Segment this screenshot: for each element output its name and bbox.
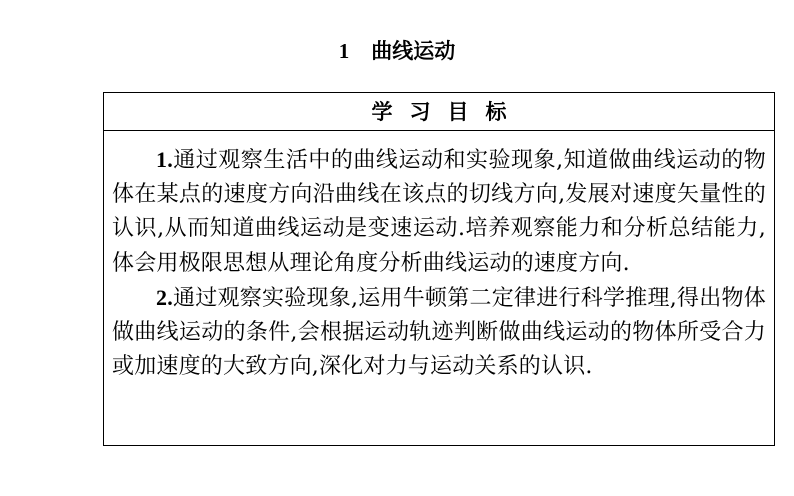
section-title-text: 曲线运动 — [371, 38, 456, 63]
page-title — [0, 36, 794, 66]
objectives-header: 学习目标 — [104, 93, 774, 131]
objective-number: 2. — [156, 284, 173, 310]
objective-item-1 — [112, 143, 766, 281]
objective-text: 通过观察生活中的曲线运动和实验现象,知道做曲线运动的物体在某点的速度方向沿曲线在该点的切线方向,发展对速度矢量性的认识,从而知道曲线运动是变速运动.培养观察能力和分析总结能力,体会用极限思想从理论角度分析曲线运动的速度方向. — [112, 148, 766, 276]
objective-number: 1. — [156, 147, 173, 172]
objective-text: 通过观察实验现象,运用牛顿第二定律进行科学推理,得出物体做曲线运动的条件,会根据运动轨迹判断做曲线运动的物体所受合力或加速度的大致方向,深化对力与运动关系的认识. — [112, 285, 766, 380]
objective-item-2 — [112, 281, 766, 385]
section-number: 1 — [338, 39, 350, 63]
objectives-body — [104, 131, 774, 384]
learning-objectives-box — [103, 92, 775, 446]
